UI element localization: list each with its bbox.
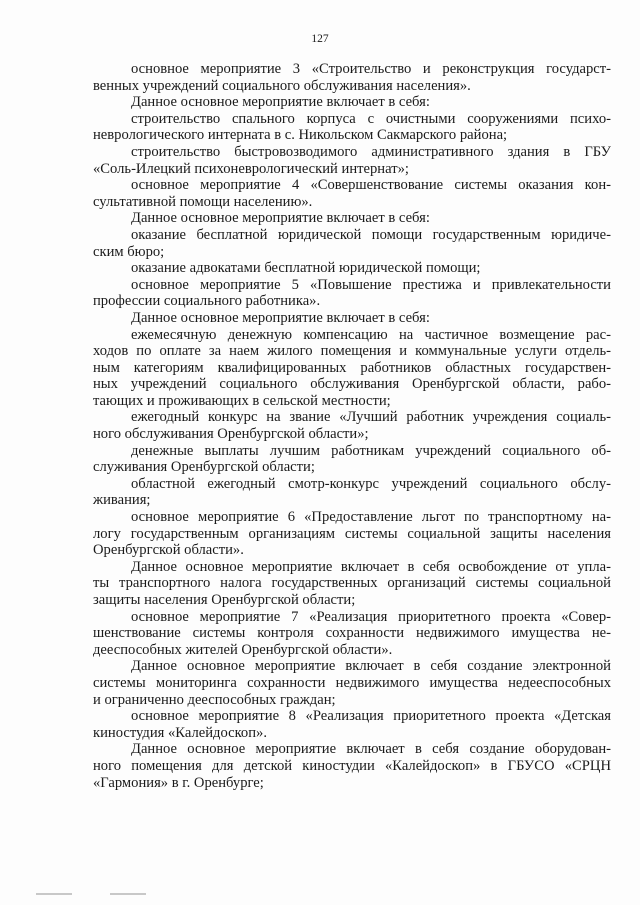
text-line: логу государственным организациям системы социальной защиты населения [93, 525, 611, 542]
text-line: основное мероприятие 5 «Повышение престижа и привлекательности [131, 276, 611, 293]
text-line: венных учреждений социального обслуживания населения». [93, 77, 471, 94]
text-line: основное мероприятие 4 «Совершенствование системы оказания кон- [131, 177, 611, 194]
text-line: ежегодный конкурс на звание «Лучший работник учреждения социаль- [131, 409, 611, 426]
text-line: сультативной помощи населению». [93, 193, 313, 210]
text-line: основное мероприятие 3 «Строительство и реконструкция государст- [131, 61, 611, 77]
scan-artifact [36, 893, 72, 895]
text-line: ским бюро; [93, 243, 165, 260]
text-line: живания; [93, 492, 151, 509]
text-line: ходов по оплате за наем жилого помещения и коммунальные услуги отдель- [93, 343, 611, 360]
text-line: ежемесячную денежную компенсацию на частичное возмещение рас- [131, 326, 611, 343]
text-line: ным категориям квалифицированных работников областных государствен- [93, 359, 611, 376]
text-line: денежные выплаты лучшим работникам учреждений социального об- [131, 442, 611, 459]
page-number: 127 [311, 33, 329, 45]
text-line: Данное основное мероприятие включает в себя: [131, 210, 430, 227]
scan-artifact [110, 893, 146, 895]
text-line: строительство быстровозводимого административного здания в ГБУ [131, 143, 611, 160]
document-body [93, 61, 611, 791]
text-line: профессии социального работника». [93, 293, 321, 310]
text-line: «Гармония» в г. Оренбурге; [93, 774, 264, 791]
text-line: Данное основное мероприятие включает в себя: [131, 309, 430, 326]
text-line: областной ежегодный смотр-конкурс учреждений социального обслу- [131, 475, 611, 492]
text-line: Данное основное мероприятие включает в себя создание электронной [131, 658, 611, 675]
text-line: системы мониторинга сохранности недвижимого имущества недееспособных [93, 674, 611, 691]
text-line: шенствование системы контроля сохранности недвижимого имущества не- [93, 625, 611, 642]
text-line: служивания Оренбургской области; [93, 459, 315, 476]
text-line: Данное основное мероприятие включает в себя освобождение от упла- [131, 558, 611, 575]
text-line: Данное основное мероприятие включает в себя: [131, 94, 430, 111]
text-line: дееспособных жителей Оренбургской области». [93, 641, 393, 658]
text-line: ного обслуживания Оренбургской области»; [93, 426, 369, 443]
text-line: оказание адвокатами бесплатной юридической помощи; [131, 260, 481, 277]
text-line: ных учреждений социального обслуживания Оренбургской области, рабо- [93, 376, 611, 393]
text-line: основное мероприятие 6 «Предоставление льгот по транспортному на- [131, 509, 611, 526]
text-line: неврологического интерната в с. Никольском Сакмарского района; [93, 127, 508, 144]
text-line: основное мероприятие 7 «Реализация приоритетного проекта «Совер- [131, 608, 611, 625]
text-line: защиты населения Оренбургской области; [93, 592, 356, 608]
text-line: основное мероприятие 8 «Реализация приоритетного проекта «Детская [131, 708, 611, 725]
text-line: и ограниченно дееспособных граждан; [93, 691, 336, 708]
text-line: Данное основное мероприятие включает в себя создание оборудован- [131, 741, 611, 758]
text-line: киностудия «Калейдоскоп». [93, 724, 267, 741]
text-line: «Соль-Илецкий психоневрологический интернат»; [93, 160, 409, 177]
text-line: строительство спального корпуса с очистными сооружениями психо- [131, 110, 611, 127]
text-line: тающих и проживающих в сельской местности; [93, 392, 391, 409]
text-line: ты транспортного налога государственных организаций системы социальной [93, 575, 611, 592]
text-line: ного помещения для детской киностудии «Калейдоскоп» в ГБУСО «СРЦН [93, 757, 611, 774]
text-line: Оренбургской области». [93, 542, 244, 559]
text-line: оказание бесплатной юридической помощи государственным юридиче- [131, 226, 611, 243]
